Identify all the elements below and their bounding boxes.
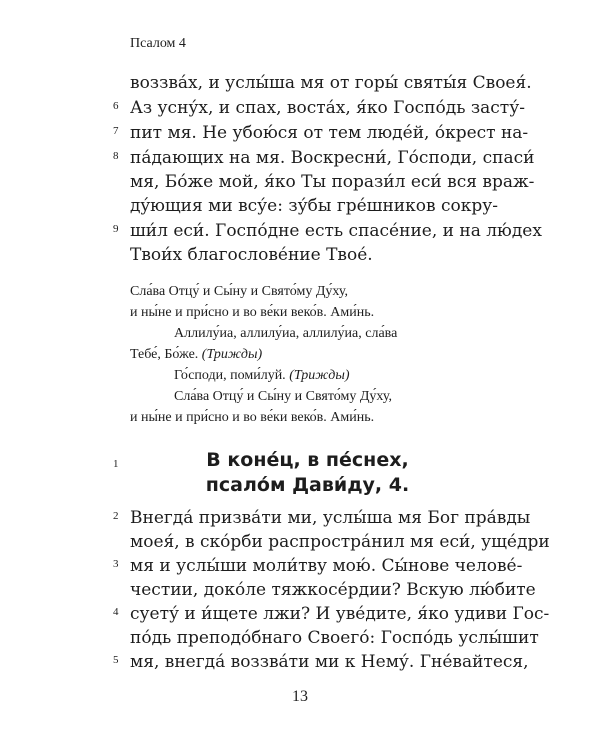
text-line: дýющия ми всу́е: зу́бы гре́шников сокру- [130, 196, 498, 216]
text-line: честии, доко́ле тяжкосе́рдии? Вскую лю́бите [130, 580, 536, 600]
doxology-line: и ны́не и при́сно и во ве́ки веко́в. Ами́нь. [130, 410, 375, 425]
running-head: Псалом 4 [130, 36, 186, 51]
text-line: Твои́х благослове́ние Твое́. [130, 245, 373, 265]
doxology-text: Го́споди, поми́луй. [174, 368, 290, 383]
doxology-text: Тебе́, Бо́же. [130, 347, 202, 362]
verse-number: 6 [113, 100, 119, 112]
verse-number: 2 [113, 510, 119, 522]
verse-number: 4 [113, 606, 119, 618]
text-line: мя и услы́ши моли́тву мою́. Сы́нове челове́- [130, 556, 523, 576]
doxology-line [174, 368, 350, 384]
psalm-heading-line: В коне́ц, в пе́снех, [206, 449, 409, 471]
repeat-note: (Трижды) [201, 347, 263, 362]
doxology-line: и ны́не и при́сно и во ве́ки веко́в. Ами́нь. [130, 305, 375, 320]
verse-number: 3 [113, 558, 119, 570]
text-line: суету́ и и́щете лжи? И уве́дите, я́ко удиви Гос- [130, 604, 550, 624]
verse-number: 9 [113, 223, 119, 235]
text-line: мя, Бо́же мой, я́ко Ты порази́л еси́ вся враж- [130, 172, 535, 192]
text-line: по́дь преподо́бнаго Своего́: Госпо́дь услы́шит [130, 628, 539, 648]
verse-number: 5 [113, 654, 119, 666]
verse-number: 7 [113, 125, 119, 137]
doxology-line [130, 347, 262, 363]
verse-number: 8 [113, 150, 119, 162]
text-line: мя, внегда́ воззва́ти ми к Нему́. Гне́вайтеся, [130, 652, 529, 672]
text-line: Аз усну́х, и спах, воста́х, я́ко Госпо́дь засту́- [130, 98, 525, 118]
doxology-line: Сла́ва Отцу́ и Сы́ну и Свято́му Ду́ху, [174, 389, 392, 404]
doxology-line: Аллилу́иа, аллилу́иа, аллилу́иа, сла́ва [174, 326, 398, 341]
page-number: 13 [292, 688, 308, 705]
text-line: моея́, в ско́рби распростра́нил мя еси́, уще́дри [130, 532, 550, 552]
repeat-note: (Трижды) [289, 368, 350, 383]
psalm-heading-line: псало́м Дави́ду, 4. [205, 474, 410, 496]
text-line: ши́л еси́. Госпо́дне есть спасе́ние, и на лю́дех [130, 221, 542, 241]
text-line: пит мя. Не убою́ся от тем людéй, о́крест на- [130, 123, 529, 143]
text-line: Внегда́ призва́ти ми, услы́ша мя Бог пра́вды [130, 508, 531, 528]
text-line: воззва́х, и услы́ша мя от горы́ святы́я Своея́. [130, 73, 532, 93]
verse-number: 1 [113, 458, 119, 470]
doxology-line: Сла́ва Отцу́ и Сы́ну и Свято́му Ду́ху, [130, 284, 348, 299]
text-line: па́дающих на мя. Воскресни́, Го́споди, спаси́ [130, 148, 535, 168]
